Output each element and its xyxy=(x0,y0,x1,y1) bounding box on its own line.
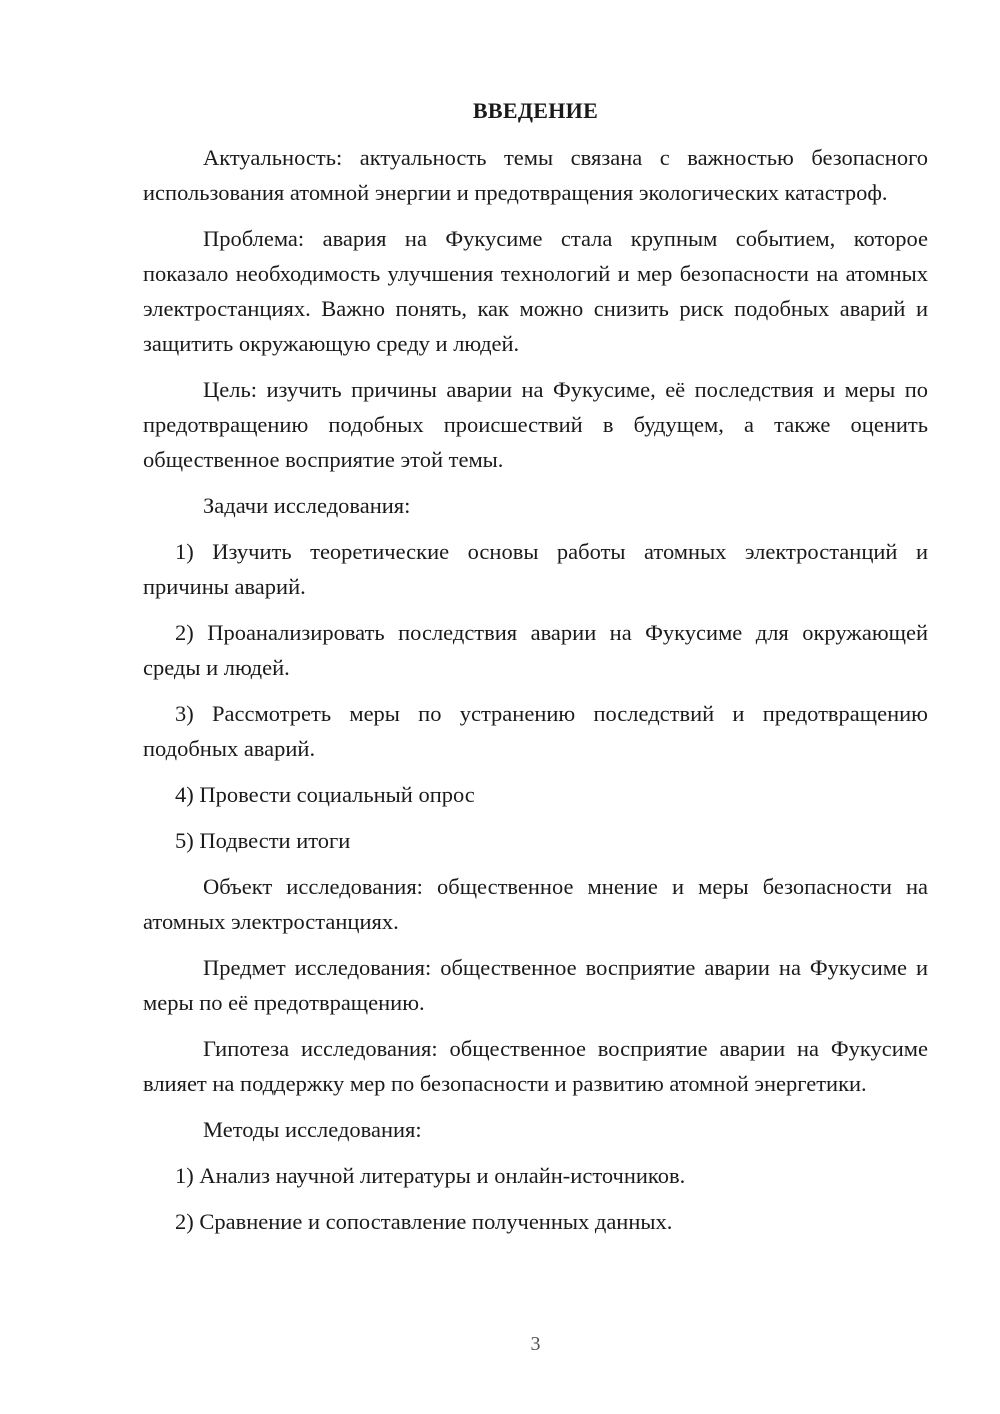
task-item-3: 3) Рассмотреть меры по устранению последствий и предотвращению подобных аварий. xyxy=(143,701,928,761)
paragraph-tasks-heading: Задачи исследования: xyxy=(203,493,411,518)
paragraph-methods-heading: Методы исследования: xyxy=(203,1117,422,1142)
section-title: ВВЕДЕНИЕ xyxy=(472,98,599,123)
page-number: 3 xyxy=(530,1333,541,1355)
document-page xyxy=(143,95,928,1250)
task-item-5: 5) Подвести итоги xyxy=(175,828,351,853)
task-item-2: 2) Проанализировать последствия аварии на Фукусиме для окружающей среды и людей. xyxy=(143,620,928,680)
paragraph-subject: Предмет исследования: общественное восприятие аварии на Фукусиме и меры по её предотвращению. xyxy=(143,955,928,1015)
paragraph-goal: Цель: изучить причины аварии на Фукусиме, её последствия и меры по предотвращению подобных происшествий в будущем, а также оценить общественное восприятие этой темы. xyxy=(143,377,928,472)
paragraph-object: Объект исследования: общественное мнение и меры безопасности на атомных электростанциях. xyxy=(143,874,928,934)
method-item-1: 1) Анализ научной литературы и онлайн-источников. xyxy=(175,1163,686,1188)
task-item-1: 1) Изучить теоретические основы работы атомных электростанций и причины аварий. xyxy=(143,539,928,599)
task-item-4: 4) Провести социальный опрос xyxy=(175,782,475,807)
paragraph-hypothesis: Гипотеза исследования: общественное восприятие аварии на Фукусиме влияет на поддержку мер по безопасности и развитию атомной энергетики. xyxy=(143,1036,928,1096)
method-item-2: 2) Сравнение и сопоставление полученных данных. xyxy=(175,1209,673,1234)
paragraph-relevance: Актуальность: актуальность темы связана с важностью безопасного использования атомной энергии и предотвращения экологических катастроф. xyxy=(143,145,928,205)
paragraph-problem: Проблема: авария на Фукусиме стала крупным событием, которое показало необходимость улучшения технологий и мер безопасности на атомных электростанциях. Важно понять, как можно снизить риск подобных аварий и защитить окружающую среду и людей. xyxy=(143,226,928,356)
